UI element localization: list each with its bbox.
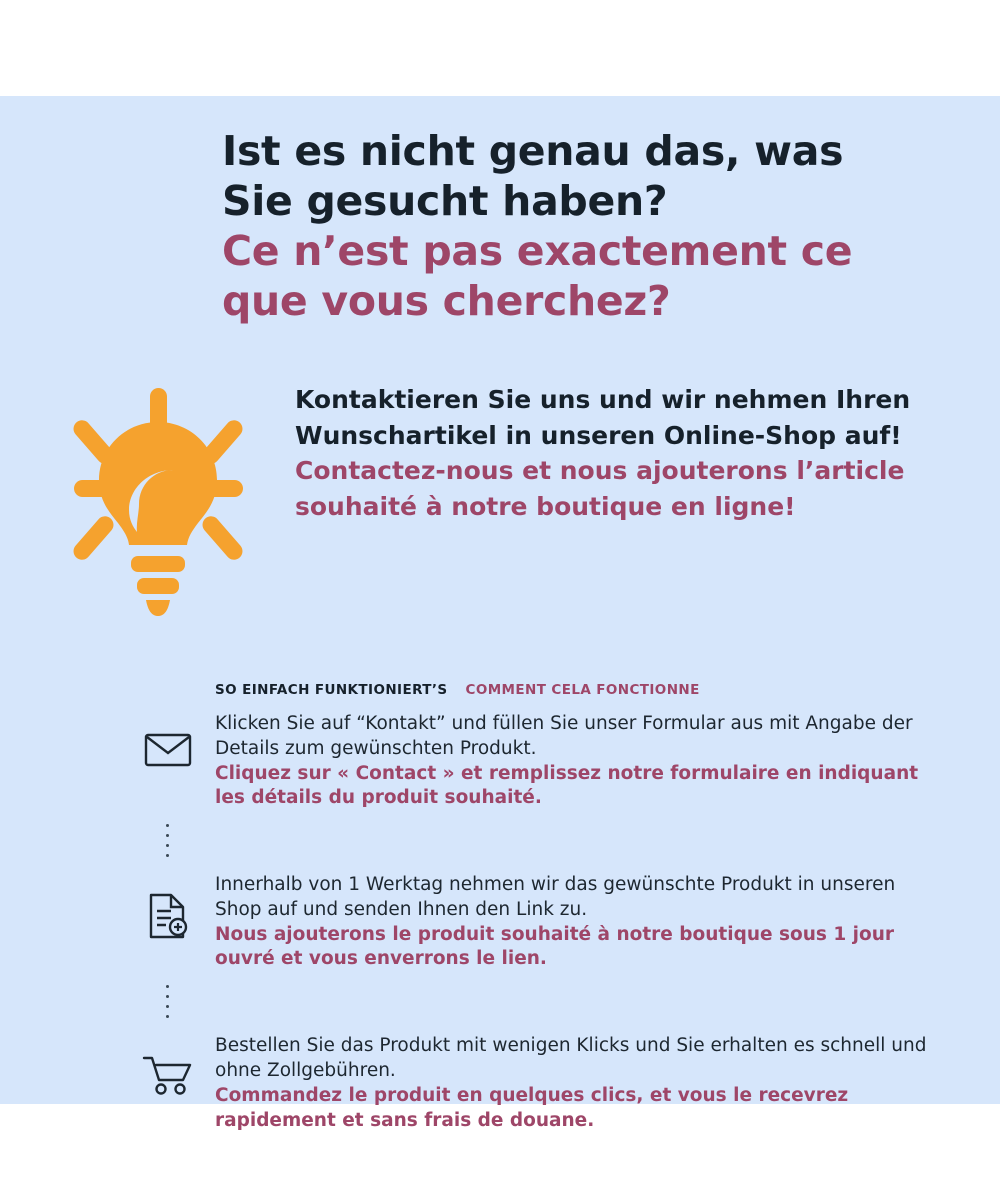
- step-text: [215, 1030, 940, 1133]
- envelope-icon: [144, 732, 192, 768]
- steps-list: [120, 708, 940, 1133]
- step-german: Innerhalb von 1 Werktag nehmen wir das gewünschte Produkt in unseren Shop auf und senden Ihnen den Link zu.: [215, 874, 896, 920]
- headline-german: Ist es nicht genau das, was Sie gesucht haben?: [222, 127, 844, 226]
- dotted-connector: [120, 972, 215, 1030]
- dot: [166, 1015, 169, 1018]
- how-it-works-header: [215, 682, 700, 698]
- step-french: Nous ajouterons le produit souhaité à notre boutique sous 1 jour ouvré et vous enverrons le lien.: [215, 923, 894, 970]
- dot: [166, 844, 169, 847]
- step-german: Bestellen Sie das Produkt mit wenigen Klicks und Sie erhalten es schnell und ohne Zollgebühren.: [215, 1035, 927, 1082]
- list-item: [120, 708, 940, 811]
- dotted-connector: [120, 811, 215, 869]
- list-item: [120, 869, 940, 972]
- dot: [166, 985, 169, 988]
- shopping-cart-icon: [142, 1054, 194, 1096]
- step-divider: [120, 811, 940, 869]
- dot: [166, 854, 169, 857]
- dot: [166, 824, 169, 827]
- how-it-works-label-german: SO EINFACH FUNKTIONIERT’S: [215, 682, 448, 698]
- dot: [166, 834, 169, 837]
- document-add-icon: [146, 893, 190, 939]
- dot: [166, 995, 169, 998]
- step-german: Klicken Sie auf “Kontakt” und füllen Sie unser Formular aus mit Angabe der Details zum gewünschten Produkt.: [215, 713, 913, 759]
- step-french: Cliquez sur « Contact » et remplissez notre formulaire en indiquant les détails du produit souhaité.: [215, 762, 919, 809]
- how-it-works-label-french: COMMENT CELA FONCTIONNE: [465, 682, 700, 698]
- step-french: Commandez le produit en quelques clics, et vous le recevrez rapidement et sans frais de douane.: [215, 1084, 849, 1131]
- spacer: [215, 811, 940, 815]
- intro-block: [295, 382, 915, 524]
- step-text: [215, 869, 940, 972]
- headline-block: [222, 126, 922, 326]
- step-icon-container: [120, 708, 215, 768]
- intro-french: Contactez-nous et nous ajouterons l’article souhaité à notre boutique en ligne!: [295, 456, 905, 521]
- spacer: [215, 972, 940, 976]
- step-icon-container: [120, 1030, 215, 1096]
- headline-french: Ce n’est pas exactement ce que vous cherchez?: [222, 227, 853, 326]
- lightbulb-icon: [38, 380, 278, 640]
- step-text: [215, 708, 940, 811]
- step-divider: [120, 972, 940, 1030]
- step-icon-container: [120, 869, 215, 939]
- intro-german: Kontaktieren Sie uns und wir nehmen Ihren Wunschartikel in unseren Online-Shop auf!: [295, 385, 911, 450]
- dot: [166, 1005, 169, 1008]
- list-item: [120, 1030, 940, 1133]
